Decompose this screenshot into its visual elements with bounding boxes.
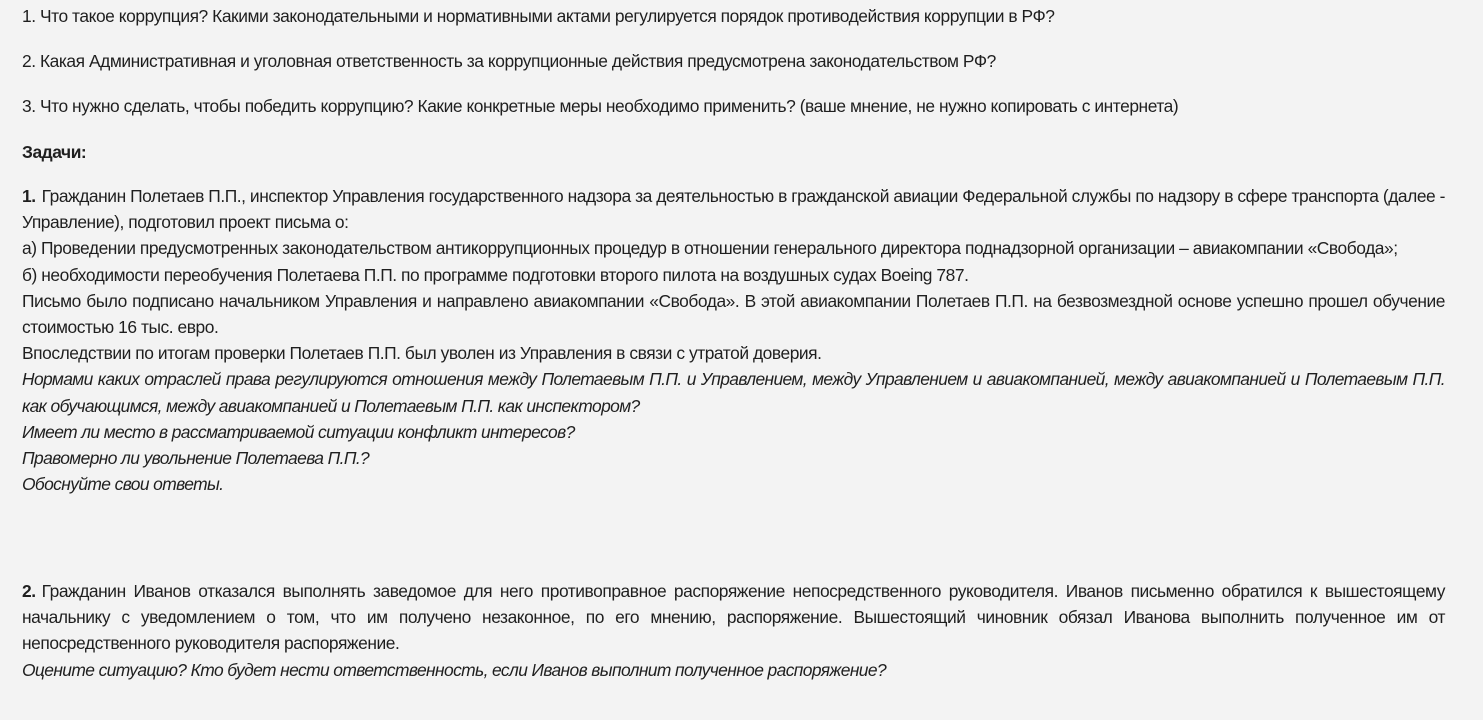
- task-1-intro: [22, 183, 1445, 235]
- task-1-dismissal: Впоследствии по итогам проверки Полетаев П.П. был уволен из Управления в связи с утратой доверия.: [22, 343, 822, 364]
- task-1-question-3: Правомерно ли увольнение Полетаева П.П.?: [22, 448, 370, 469]
- task-1-question-4: Обоснуйте свои ответы.: [22, 474, 224, 495]
- task-1-letter: Письмо было подписано начальником Управления и направлено авиакомпании «Свобода». В этой авиакомпании Полетаев П.П. на безвозмездной основе успешно прошел обучение стоимостью 16 тыс. евро.: [22, 290, 1445, 338]
- task-1-intro-text: Гражданин Полетаев П.П., инспектор Управления государственного надзора за деятельностью в гражданской авиации Федеральной службы по надзору в сфере транспорта (далее - Управление), подготовил проект письма о:: [22, 186, 1445, 233]
- task-2-text: [22, 578, 1445, 657]
- task-2-body: Гражданин Иванов отказался выполнять заведомое для него противоправное распоряжение непосредственного руководителя. Иванов письменно обратился к вышестоящему начальнику с уведомлением о том, что им получено незаконное, по его мнению, распоряжение. Вышестоящий чиновник обязал Иванова выполнить полученное им от непосредственного руководителя распоряжение.: [22, 581, 1445, 654]
- task-1-item-a: а) Проведении предусмотренных законодательством антикоррупционных процедур в отношении генерального директора поднадзорной организации – авиакомпании «Свобода»;: [22, 238, 1398, 259]
- task-2-question: Оцените ситуацию? Кто будет нести ответственность, если Иванов выполнит полученное распоряжение?: [22, 659, 887, 680]
- task-1-item-b: б) необходимости переобучения Полетаева П.П. по программе подготовки второго пилота на воздушных судах Boeing 787.: [22, 264, 969, 285]
- task-1-number: 1.: [22, 186, 36, 206]
- task-2-number: 2.: [22, 581, 36, 601]
- task-2: [22, 578, 1445, 683]
- tasks-heading: Задачи:: [22, 142, 87, 162]
- task-1: [22, 183, 1445, 497]
- question-3: 3. Что нужно сделать, чтобы победить коррупцию? Какие конкретные меры необходимо применить? (ваше мнение, не нужно копировать с интернета): [22, 96, 1179, 116]
- task-1-question-2: Имеет ли место в рассматриваемой ситуации конфликт интересов?: [22, 421, 575, 442]
- task-1-question-1: Нормами каких отраслей права регулируются отношения между Полетаевым П.П. и Управлением, между Управлением и авиакомпанией, между авиакомпанией и Полетаевым П.П. как обучающимся, между авиакомпанией и Полетаевым П.П. как инспектором?: [22, 369, 1445, 416]
- question-2: 2. Какая Административная и уголовная ответственность за коррупционные действия предусмотрена законодательством РФ?: [22, 51, 996, 71]
- question-1: 1. Что такое коррупция? Какими законодательными и нормативными актами регулируется порядок противодействия коррупции в РФ?: [22, 6, 1055, 26]
